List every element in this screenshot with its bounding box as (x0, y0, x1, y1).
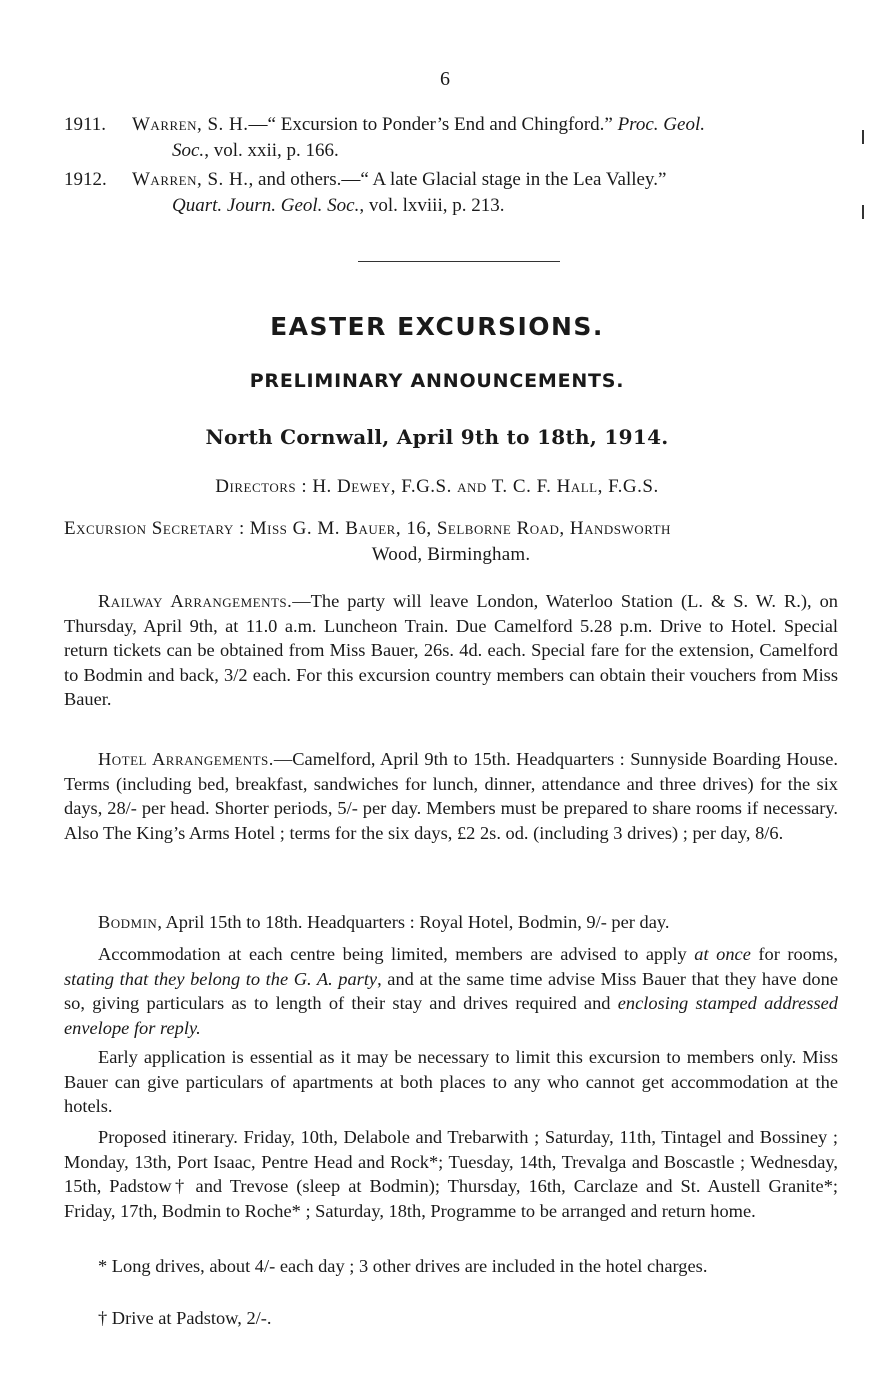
itinerary-text: Proposed itinerary. Friday, 10th, Delabole and Trebarwith ; Saturday, 11th, Tintagel and Bossiney ; Monday, 13th, Port Isaac, Pentre Head and Rock*; Tuesday, 14th, Trevalga and Boscastle ; Wednesday, 15th, Padstow† and Trevose (sleep at Bodmin); Thursday, 16th, Carclaze and St. Austell Granite*; Friday, 17th, Bodmin to Roche* ; Saturday, 18th, Programme to be arranged and return home. (64, 1127, 838, 1221)
accommodation-party-note: stating that they belong to the G. A. party (64, 968, 378, 989)
directors-line (0, 476, 874, 498)
hotel-paragraph (64, 747, 838, 845)
long-drives-note (64, 1254, 838, 1279)
reference-volume: , vol. lxviii, p. 213. (359, 195, 505, 216)
page-edge-mark (862, 130, 864, 144)
secretary-label: Excursion Secretary : (64, 518, 245, 539)
page-subtitle: PRELIMINARY ANNOUNCEMENTS. (249, 370, 625, 392)
accommodation-emphasis: at once (694, 944, 751, 964)
early-application-text: Early application is essential as it may be necessary to limit this excursion to members only. Miss Bauer can give particulars of apartments at both places to any who cannot get accommodation at the hotels. (64, 1047, 838, 1117)
reference-author: Warren, S. H. (132, 114, 249, 135)
reference-author: Warren, S. H. (132, 169, 249, 190)
reference-title: —“ Excursion to Ponder’s End and Chingford.” (248, 114, 613, 135)
secretary-line (64, 516, 838, 568)
reference-year: 1912. (64, 169, 107, 190)
page-title: EASTER EXCURSIONS. (270, 312, 604, 341)
reference-journal: Quart. Journ. Geol. Soc. (172, 195, 360, 216)
itinerary-paragraph (64, 1125, 838, 1223)
accommodation-envelope-note: enclosing stamped addressed envelope for reply. (64, 993, 838, 1038)
padstow-note (64, 1306, 838, 1331)
accommodation-text-cont: for rooms, (758, 944, 838, 964)
railway-paragraph (64, 589, 838, 712)
accommodation-text-end: , and at the same time advise Miss Bauer that they have done so, giving particulars as to length of their stay and drives required and (64, 968, 838, 1014)
page-edge-mark (862, 205, 864, 219)
padstow-text: † Drive at Padstow, 2/-. (98, 1308, 272, 1328)
directors-names: H. Dewey, F.G.S. and T. C. F. Hall, F.G.S. (312, 476, 659, 497)
reference-year: 1911. (64, 114, 107, 135)
reference-title: , and others.—“ A late Glacial stage in the Lea Valley.” (248, 169, 667, 190)
excursion-heading: North Cornwall, April 9th to 18th, 1914. (205, 425, 669, 449)
railway-text: —The party will leave London, Waterloo Station (L. & S. W. R.), on Thursday, April 9th, at 11.0 a.m. Luncheon Train. Due Camelford 5.28 p.m. Drive to Hotel. Special return tickets can be obtained from Miss Bauer, 26s. 4d. each. Special fare for the extension, Camelford to Bodmin and back, 3/2 each. For this excursion country members can obtain their vouchers from Miss Bauer. (64, 591, 838, 710)
bodmin-label: Bodmin (98, 912, 158, 932)
accommodation-text: Accommodation at each centre being limited, members are advised to apply (98, 944, 687, 964)
long-drives-text: * Long drives, about 4/- each day ; 3 other drives are included in the hotel charges. (98, 1256, 708, 1276)
directors-label: Directors : (215, 476, 308, 497)
railway-label: Railway Arrangements. (98, 591, 293, 611)
early-application-paragraph (64, 1045, 838, 1119)
reference-volume: , vol. xxii, p. 166. (204, 140, 339, 161)
hotel-label: Hotel Arrangements. (98, 749, 274, 769)
accommodation-paragraph (64, 942, 838, 1040)
reference-journal: Proc. Geol. (617, 114, 705, 135)
section-divider (358, 261, 560, 262)
reference-1912 (64, 167, 844, 219)
bodmin-paragraph (64, 910, 838, 935)
reference-1911 (64, 112, 844, 164)
reference-journal-cont: Soc. (172, 140, 205, 161)
bodmin-text: , April 15th to 18th. Headquarters : Royal Hotel, Bodmin, 9/- per day. (157, 912, 670, 932)
secretary-address-cont: Wood, Birmingham. (371, 544, 531, 565)
secretary-address: Miss G. M. Bauer, 16, Selborne Road, Handsworth (249, 518, 671, 539)
page-number: 6 (440, 68, 450, 90)
hotel-text: —Camelford, April 9th to 15th. Headquarters : Sunnyside Boarding House. Terms (including bed, breakfast, sandwiches for lunch, dinner, attendance and three drives) for the six days, 28/- per head. Shorter periods, 5/- per day. Members must be prepared to share rooms if necessary. Also The King’s Arms Hotel ; terms for the six days, £2 2s. od. (including 3 drives) ; per day, 8/6. (64, 749, 838, 843)
